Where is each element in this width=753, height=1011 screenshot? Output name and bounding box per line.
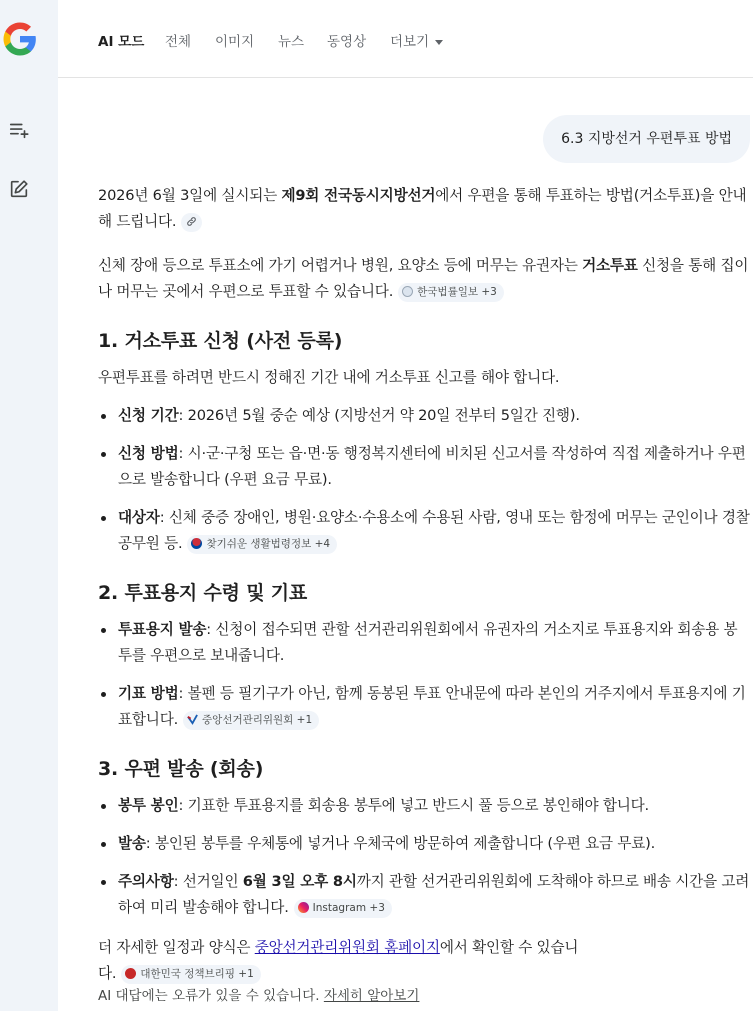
item-label: 주의사항 [118, 873, 174, 890]
disclaimer-text: AI 대답에는 오류가 있을 수 있습니다. [98, 988, 320, 1004]
item-label: 기표 방법 [118, 685, 179, 702]
intro-paragraph-2 [98, 253, 750, 305]
outro-text-3: 다. [98, 965, 117, 982]
source-chip[interactable] [294, 899, 392, 918]
link-icon [186, 216, 197, 227]
item-label: 발송 [118, 835, 146, 852]
section-3-list [98, 793, 750, 921]
list-item [98, 403, 750, 429]
section-2-list [98, 617, 750, 733]
ai-answer [98, 183, 750, 987]
tab-all[interactable]: 전체 [165, 34, 192, 50]
item-label: 대상자 [118, 509, 160, 526]
item-label: 신청 방법 [118, 445, 179, 462]
tab-videos[interactable]: 동영상 [327, 34, 367, 50]
item-text: : 볼펜 등 필기구가 아닌, 함께 동봉된 투표 안내문에 따라 본인의 거주지에서 투표용지에 기표합니다. [118, 685, 746, 728]
nec-homepage-link[interactable]: 중앙선거관리위원회 홈페이지 [254, 939, 440, 956]
section-1-title: 1. 거소투표 신청 (사전 등록) [98, 330, 343, 352]
section-1-desc: 우편투표를 하려면 반드시 정해진 기간 내에 거소투표 신고를 해야 합니다. [98, 369, 560, 386]
item-text: : 2026년 5월 중순 예상 (지방선거 약 20일 전부터 5일간 진행). [178, 407, 580, 424]
source-chip[interactable] [121, 965, 260, 984]
item-text: : 선거일인 [173, 873, 243, 890]
korea-emblem-icon [191, 538, 202, 549]
list-item [98, 617, 750, 669]
item-label: 투표용지 발송 [118, 621, 207, 638]
intro1-text: 2026년 6월 3일에 실시되는 [98, 187, 282, 204]
section-2-title: 2. 투표용지 수령 및 기표 [98, 582, 308, 604]
google-logo[interactable] [2, 21, 38, 57]
globe-icon [402, 286, 413, 297]
item-label: 신청 기간 [118, 407, 179, 424]
item-bold: 6월 3일 오후 8시 [242, 873, 357, 890]
item-text: : 기표한 투표용지를 회송용 봉투에 넣고 반드시 풀 등으로 봉인해야 합니다. [178, 797, 649, 814]
list-item [98, 831, 750, 857]
tab-more-label: 더보기 [390, 34, 430, 50]
tab-news[interactable]: 뉴스 [278, 34, 305, 50]
ai-disclaimer [98, 984, 419, 1004]
tab-more[interactable] [390, 30, 443, 50]
user-query-bubble: 6.3 지방선거 우편투표 방법 [543, 115, 750, 163]
list-item [98, 793, 750, 819]
intro2-text-2: 신청을 통해 집이나 머무는 곳에서 우편으로 투표할 수 있습니다. [98, 257, 749, 300]
section-3-title: 3. 우편 발송 (회송) [98, 758, 264, 780]
caret-down-icon [435, 40, 443, 45]
top-nav [58, 0, 753, 78]
item-text: : 신청이 접수되면 관할 선거관리위원회에서 유권자의 거소지로 투표용지와 회송용 봉투를 우편으로 보내줍니다. [118, 621, 738, 664]
item-label: 봉투 봉인 [118, 797, 179, 814]
left-rail [0, 0, 58, 1011]
source-link-chip[interactable] [181, 213, 202, 232]
history-list-icon[interactable] [8, 119, 30, 141]
item-text: : 시·군·구청 또는 읍·면·동 행정복지센터에 비치된 신고서를 작성하여 직접 제출하거나 우편으로 발송합니다 (우편 요금 무료). [118, 445, 746, 488]
item-text: : 신체 중증 장애인, 병원·요양소·수용소에 수용된 사람, 영내 또는 함정에 머무는 군인이나 경찰공무원 등. [118, 509, 750, 552]
list-item [98, 869, 750, 921]
item-text: : 봉인된 봉투를 우체통에 넣거나 우체국에 방문하여 제출합니다 (우편 요금 무료). [145, 835, 656, 852]
intro1-bold: 제9회 전국동시지방선거 [281, 187, 436, 204]
tab-ai-mode[interactable]: AI 모드 [98, 34, 145, 50]
item-text-2: 까지 관할 선거관리위원회에 도착해야 하므로 배송 시간을 고려하여 미리 발송해야 합니다. [118, 873, 750, 916]
list-item [98, 441, 750, 493]
nec-logo-icon [187, 714, 198, 725]
outro-paragraph [98, 935, 750, 987]
intro2-bold: 거소투표 [582, 257, 638, 274]
policy-briefing-icon [125, 968, 136, 979]
source-chip-label: 찾기쉬운 생활법령정보 +4 [206, 538, 331, 550]
intro1-text-2: 에서 우편을 통해 투표하는 방법(거소투표)을 안내해 드립니다. [98, 187, 747, 230]
source-chip[interactable] [187, 535, 337, 554]
tab-images[interactable]: 이미지 [215, 34, 255, 50]
source-chip-label: 중앙선거관리위원회 +1 [202, 714, 313, 726]
source-chip-label: 한국법률일보 +3 [417, 286, 497, 298]
source-chip-label: Instagram +3 [312, 902, 385, 914]
intro2-text: 신체 장애 등으로 투표소에 가기 어렵거나 병원, 요양소 등에 머무는 유권자는 [98, 257, 583, 274]
learn-more-link[interactable]: 자세히 알아보기 [323, 988, 420, 1004]
list-item [98, 505, 750, 557]
intro-paragraph-1 [98, 183, 750, 235]
section-1-list [98, 403, 750, 557]
new-chat-icon[interactable] [8, 178, 30, 200]
instagram-icon [298, 902, 309, 913]
source-chip[interactable] [398, 283, 504, 302]
source-chip-label: 대한민국 정책브리핑 +1 [140, 968, 254, 980]
outro-text: 더 자세한 일정과 양식은 [98, 939, 255, 956]
outro-text-2: 에서 확인할 수 있습니 [439, 939, 579, 956]
list-item [98, 681, 750, 733]
source-chip[interactable] [183, 711, 319, 730]
